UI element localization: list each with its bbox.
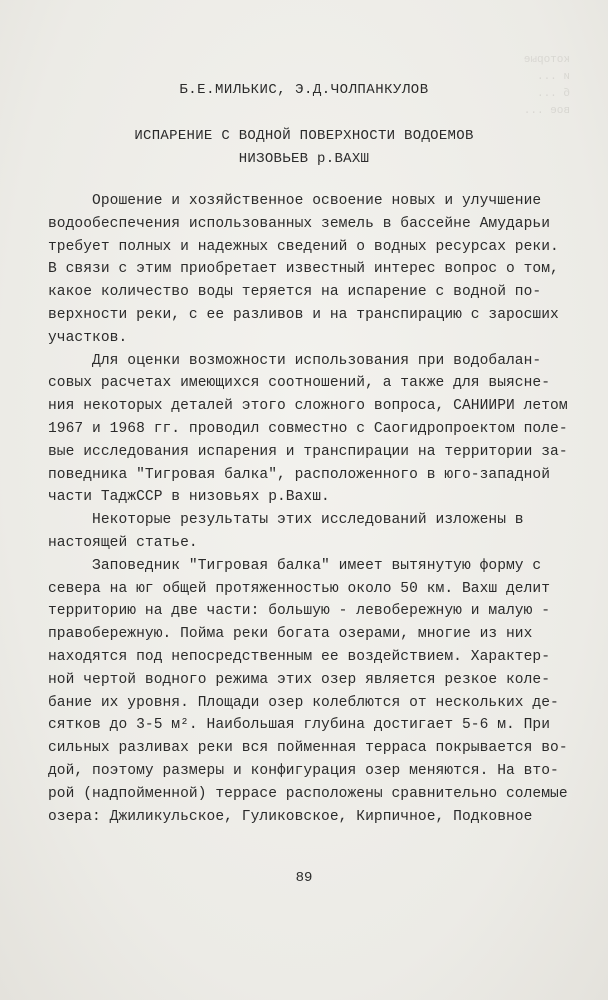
text-line: вые исследования испарения и транспирации на территории за- [48,443,568,460]
text-line: водообеспечения использованных земель в бассейне Амударьи [48,215,551,232]
text-line: сятков до 3-5 м². Наибольшая глубина достигает 5-6 м. При [48,717,551,734]
authors: Б.Е.МИЛЬКИС, Э.Д.ЧОЛПАНКУЛОВ [179,82,429,98]
title-line: НИЗОВЬЕВ р.ВАХШ [238,151,370,167]
text-line: Орошение и хозяйственное освоение новых и улучшение [48,193,542,209]
bleed-through-text: которые и ... б ... вое ... [523,54,570,117]
text-line: ной чертой водного режима этих озер является резкое коле- [48,671,551,688]
title-line: ИСПАРЕНИЕ С ВОДНОЙ ПОВЕРХНОСТИ ВОДОЕМОВ [134,128,474,144]
text-line: территорию на две части: большую - левобережную и малую - [48,603,551,620]
text-line: совых расчетах имеющихся соотношений, а также для выясне- [48,375,551,392]
text-line: озера: Джиликульское, Гуликовское, Кирпичное, Подковное [48,808,533,825]
text-line: севера на юг общей протяженностью около 50 км. Вахш делит [48,580,551,597]
text-line: верхности реки, с ее разливов и на транспирацию с заросших [48,306,559,323]
text-line: поведника "Тигровая балка", расположенного в юго-западной [48,466,551,483]
text-line: сильных разливах реки вся пойменная терраса покрывается во- [48,740,568,757]
text-line: бание их уровня. Площади озер колеблются от нескольких де- [48,694,559,711]
text-line: Некоторые результаты этих исследований изложены в [48,512,524,529]
text-line: находятся под непосредственным ее воздействием. Характер- [48,648,551,665]
page-number: 89 [295,870,313,886]
text-line: Заповедник "Тигровая балка" имеет вытянутую форму с [48,557,542,574]
text-line: части ТаджССР в низовьях р.Вахш. [48,489,330,506]
article-title [0,125,608,171]
text-line: требует полных и надежных сведений о водных ресурсах реки. [48,238,559,255]
text-line: дой, поэтому размеры и конфигурация озер меняются. На вто- [48,762,559,779]
text-line: рой (надпойменной) террасе расположены сравнительно солемые [48,785,568,802]
text-line: 1967 и 1968 гг. проводил совместно с Саогидропроектом поле- [48,420,568,437]
text-line: В связи с этим приобретает известный интерес вопрос о том, [48,261,559,278]
text-line: Для оценки возможности использования при водобалан- [48,352,542,369]
text-line: ния некоторых деталей этого сложного вопроса, САНИИРИ летом [48,398,568,415]
text-line: правобережную. Пойма реки богата озерами, многие из них [48,626,533,643]
text-line: какое количество воды теряется на испарение с водной по- [48,284,542,301]
text-line: участков. [48,329,128,346]
text-line: настоящей статье. [48,534,198,551]
body-text [48,190,568,828]
